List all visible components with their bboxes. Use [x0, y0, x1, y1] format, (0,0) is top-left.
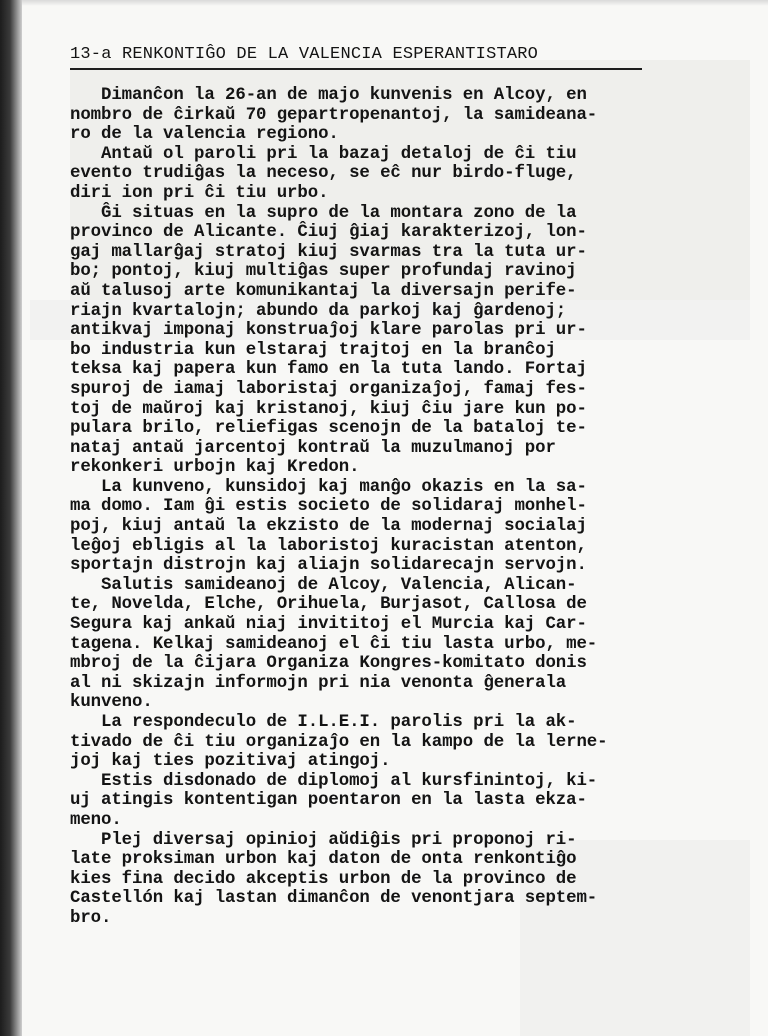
article: [70, 44, 742, 929]
text-line: tagena. Kelkaj samideanoj el ĉi tiu lasta urbo, me-: [70, 634, 598, 654]
text-line: La respondeculo de I.L.E.I. parolis pri la ak-: [70, 713, 577, 732]
text-line: pulara brilo, reliefigas scenojn de la bataloj te-: [70, 419, 587, 439]
text-line: poj, kiuj antaŭ la ekzisto de la modernaj socialaj: [70, 517, 587, 537]
article-title: 13-a RENKONTIĜO DE LA VALENCIA ESPERANTISTARO: [70, 44, 642, 70]
text-line: evento trudiĝas la neceso, se eĉ nur birdo-fluge,: [70, 164, 577, 184]
text-line: sportajn distrojn kaj aliajn solidarecajn servojn.: [70, 556, 587, 576]
text-line: toj de maŭroj kaj kristanoj, kiuj ĉiu jare kun po-: [70, 399, 587, 419]
text-line: nataj antaŭ jarcentoj kontraŭ la muzulmanoj por: [70, 438, 556, 458]
text-line: Segura kaj ankaŭ niaj invititoj el Murcia kaj Car-: [70, 615, 587, 635]
text-line: leĝoj ebligis al la laboristoj kuracistan atenton,: [70, 536, 587, 556]
text-line: spuroj de iamaj laboristaj organizaĵoj, famaj fes-: [70, 379, 587, 399]
text-line: al ni skizajn informojn pri nia venonta ĝenerala: [70, 673, 567, 693]
text-line: te, Novelda, Elche, Orihuela, Burjasot, Callosa de: [70, 595, 587, 615]
text-line: diri ion pri ĉi tiu urbo.: [70, 183, 329, 203]
article-body: [70, 86, 742, 929]
text-line: provinco de Alicante. Ĉiuj ĝiaj karakterizoj, lon-: [70, 223, 587, 243]
text-line: kunveno.: [70, 693, 153, 713]
text-line: aŭ talusoj arte komunikantaj la diversajn perife-: [70, 281, 577, 301]
text-line: Antaŭ ol paroli pri la bazaj detaloj de ĉi tiu: [70, 144, 577, 164]
text-line: ma domo. Iam ĝi estis societo de solidaraj monhel-: [70, 497, 587, 517]
text-line: antikvaj imponaj konstruaĵoj klare parolas pri ur-: [70, 321, 587, 341]
text-line: bo; pontoj, kiuj multiĝas super profundaj ravinoj: [70, 262, 577, 282]
text-line: Estis disdonado de diplomoj al kursfinintoj, ki-: [70, 771, 598, 791]
text-line: gaj mallarĝaj stratoj kiuj svarmas tra la tuta ur-: [70, 242, 587, 262]
text-line: La kunveno, kunsidoj kaj manĝo okazis en la sa-: [70, 477, 587, 497]
text-line: riajn kvartalojn; abundo da parkoj kaj ĝardenoj;: [70, 301, 567, 321]
text-line: teksa kaj papera kun famo en la tuta lando. Fortaj: [70, 360, 587, 380]
text-line: mbroj de la ĉijara Organiza Kongres-komitato donis: [70, 654, 587, 674]
text-line: ro de la valencia regiono.: [70, 125, 339, 145]
text-line: bo industria kun elstaraj trajtoj en la branĉoj: [70, 340, 556, 360]
text-line: tivado de ĉi tiu organizaĵo en la kampo de la lerne-: [70, 732, 608, 752]
text-line: joj kaj ties pozitivaj atingoj.: [70, 752, 391, 772]
text-line: kies fina decido akceptis urbon de la provinco de: [70, 869, 577, 889]
text-line: Castellón kaj lastan dimanĉon de venontjara septem-: [70, 889, 598, 909]
text-line: nombro de ĉirkaŭ 70 gepartropenantoj, la samideana-: [70, 105, 598, 125]
binding-edge: [0, 0, 22, 1036]
text-line: rekonkeri urbojn kaj Kredon.: [70, 458, 360, 478]
text-line: Salutis samideanoj de Alcoy, Valencia, Alican-: [70, 575, 577, 595]
top-shadow: [22, 0, 768, 6]
text-line: Dimanĉon la 26-an de majo kunvenis en Alcoy, en: [70, 86, 587, 105]
text-line: meno.: [70, 810, 122, 830]
text-line: bro.: [70, 908, 112, 928]
text-line: Plej diversaj opinioj aŭdiĝis pri proponoj ri-: [70, 830, 577, 850]
text-line: Ĝi situas en la supro de la montara zono de la: [70, 203, 577, 223]
text-line: uj atingis kontentigan poentaron en la lasta ekza-: [70, 791, 587, 811]
text-line: late proksiman urbon kaj daton de onta renkontiĝo: [70, 850, 577, 870]
